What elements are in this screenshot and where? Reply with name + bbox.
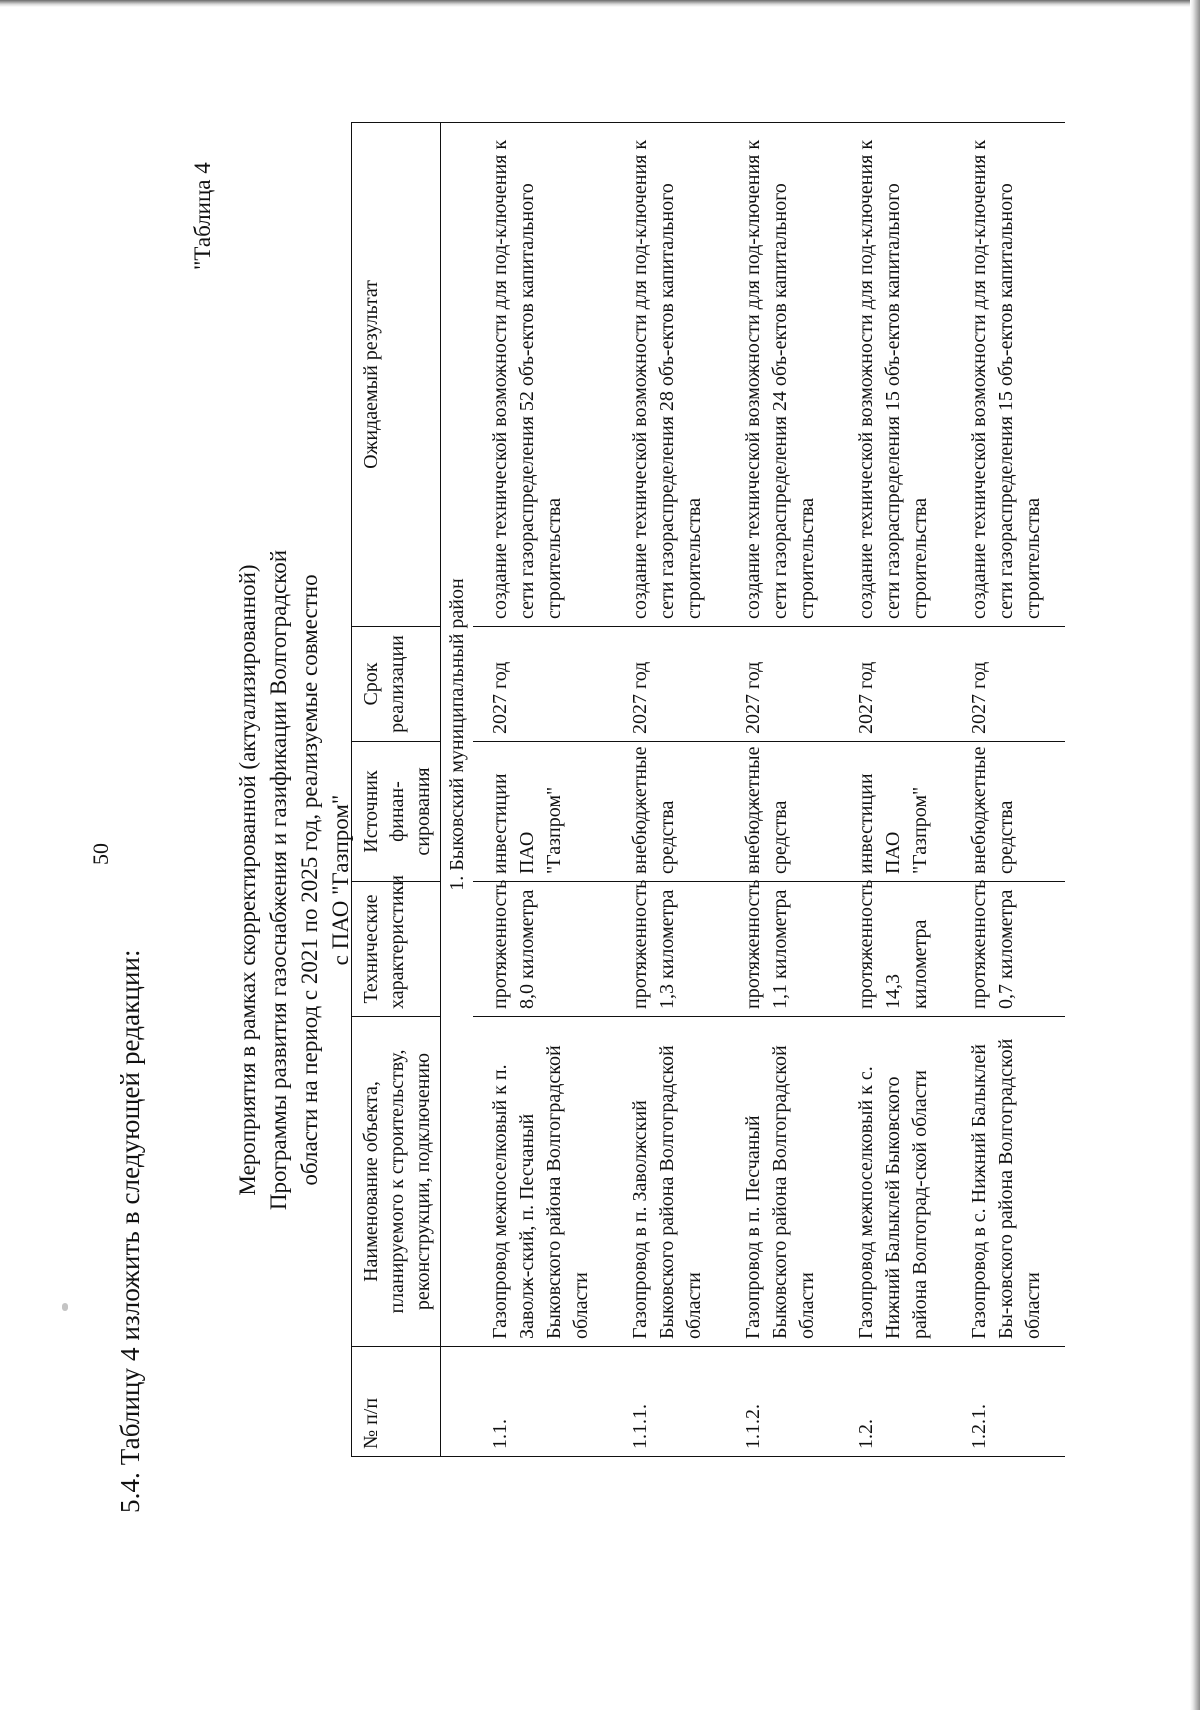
cell-term: 2027 год — [952, 627, 1065, 742]
table-row — [839, 123, 952, 1457]
table-title-line: Программы развития газоснабжения и газификации Волгоградской — [266, 549, 291, 1211]
header-name: Наименование объекта, планируемого к строительству, реконструкции, подключению — [352, 1017, 441, 1347]
cell-source: внебюджетные средства — [952, 742, 1065, 882]
cell-tech: протяженность 8,0 километра — [473, 882, 613, 1017]
cell-result: создание технической возможности для под-ключения к сети газораспределения 24 объ-ектов капитального строительства — [726, 123, 839, 627]
cell-tech: протяженность 14,3 километра — [839, 882, 952, 1017]
measures-table — [351, 122, 1065, 1457]
cell-term: 2027 год — [473, 627, 613, 742]
page-number: 50 — [88, 843, 113, 865]
cell-num: 1.2.1. — [952, 1347, 1065, 1457]
cell-term: 2027 год — [613, 627, 726, 742]
cell-source: внебюджетные средства — [613, 742, 726, 882]
table-caption: "Таблица 4 — [190, 162, 215, 270]
section-heading: 5.4. Таблицу 4 изложить в следующей редакции: — [115, 949, 145, 1513]
table-row — [952, 123, 1065, 1457]
table-title-line: Мероприятия в рамках скорректированной (актуализированной) — [235, 564, 260, 1196]
cell-num: 1.1. — [473, 1347, 613, 1457]
table-row — [613, 123, 726, 1457]
cell-num: 1.2. — [839, 1347, 952, 1457]
cell-tech: протяженность 0,7 километра — [952, 882, 1065, 1017]
cell-source: инвестиции ПАО "Газпром" — [473, 742, 613, 882]
table-row — [726, 123, 839, 1457]
cell-result: создание технической возможности для под-ключения к сети газораспределения 15 объ-ектов капитального строительства — [839, 123, 952, 627]
table-title-line: области на период с 2021 по 2025 год, реализуемые совместно — [297, 574, 322, 1186]
cell-name: Газопровод межпоселковый к п. Заволж-ский, п. Песчаный Быковского района Волгоградской области — [473, 1017, 613, 1347]
cell-source: инвестиции ПАО "Газпром" — [839, 742, 952, 882]
table-title-line: с ПАО "Газпром" — [328, 794, 353, 966]
cell-result: создание технической возможности для под-ключения к сети газораспределения 52 объ-ектов капитального строительства — [473, 123, 613, 627]
cell-tech: протяженность 1,1 километра — [726, 882, 839, 1017]
cell-name: Газопровод в п. Заволжский Быковского района Волгоградской области — [613, 1017, 726, 1347]
table-row — [473, 123, 613, 1457]
header-source: Источник финан-сирования — [352, 742, 441, 882]
cell-name: Газопровод межпоселковый к с. Нижний Балыклей Быковского района Волгоград-ской области — [839, 1017, 952, 1347]
header-result: Ожидаемый результат — [352, 123, 441, 627]
header-num: № п/п — [352, 1347, 441, 1457]
cell-result: создание технической возможности для под-ключения к сети газораспределения 15 объ-ектов капитального строительства — [952, 123, 1065, 627]
district-title: 1. Быковский муниципальный район — [441, 123, 474, 1347]
cell-tech: протяженность 1,3 километра — [613, 882, 726, 1017]
cell-term: 2027 год — [839, 627, 952, 742]
table-header-row — [352, 123, 441, 1457]
cell-term: 2027 год — [726, 627, 839, 742]
header-term: Срок реализации — [352, 627, 441, 742]
cell-name: Газопровод в с. Нижний Балыклей Бы-ковского района Волгоградской области — [952, 1017, 1065, 1347]
district-row — [441, 123, 474, 1457]
cell-num: 1.1.1. — [613, 1347, 726, 1457]
cell-source: внебюджетные средства — [726, 742, 839, 882]
table-title — [232, 380, 356, 1380]
header-tech: Технические характеристики — [352, 882, 441, 1017]
cell-num: 1.1.2. — [726, 1347, 839, 1457]
cell-result: создание технической возможности для под-ключения к сети газораспределения 28 объ-ектов капитального строительства — [613, 123, 726, 627]
cell-name: Газопровод в п. Песчаный Быковского района Волгоградской области — [726, 1017, 839, 1347]
